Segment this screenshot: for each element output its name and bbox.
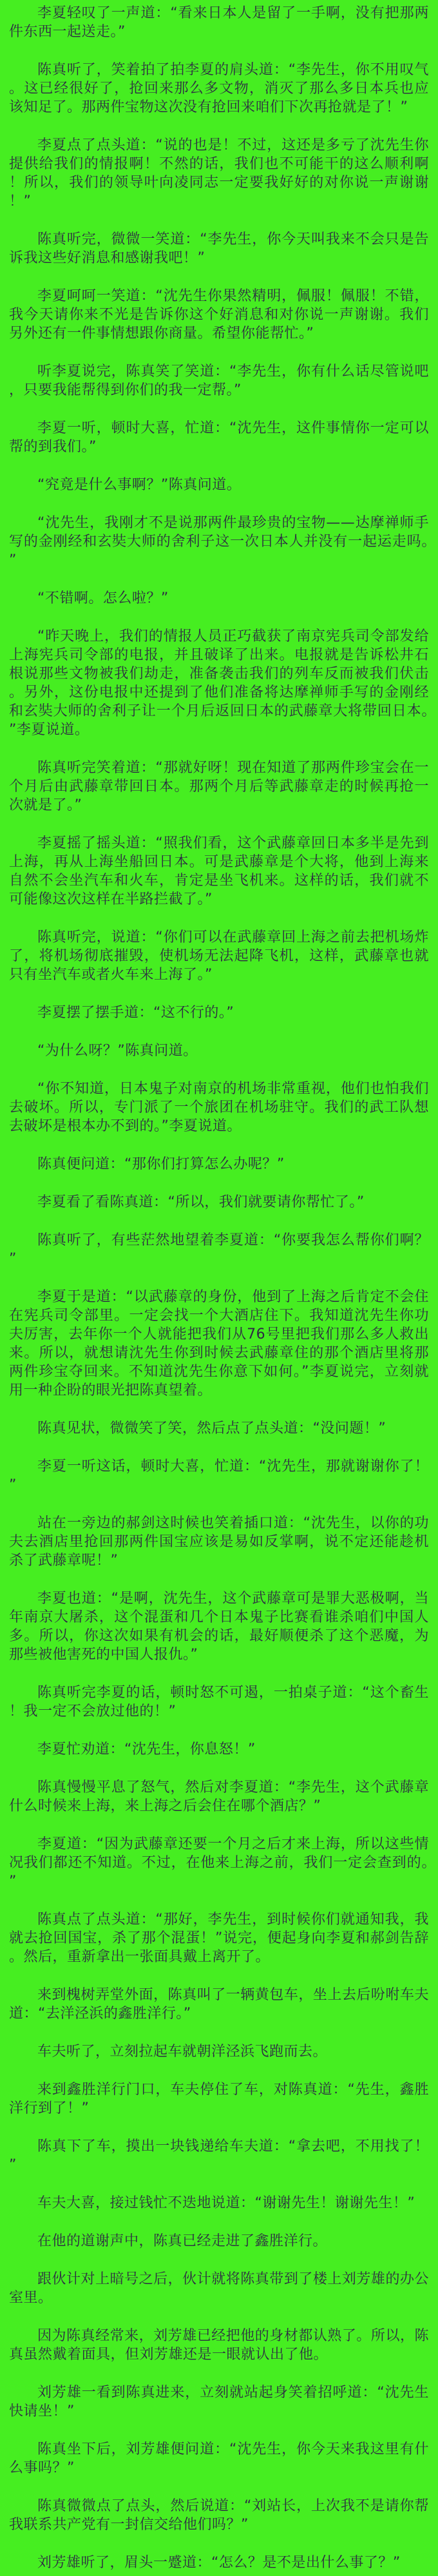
paragraph: 李夏于是道：“以武藤章的身份，他到了上海之后肯定不会住在宪兵司令部里。一定会找一个大酒店住下。我知道沈先生你功夫厉害，去年你一个人就能把我们从76号里把我们那么多人救出来。所以，就想请沈先生你到时候去武藤章住的那个酒店里将那两件珍宝夺回来。不知道沈先生你意下如何。”李夏说完，立刻就用一种企盼的眼光把陈真望着。 bbox=[9, 1289, 429, 1399]
paragraph: 陈真下了车，摸出一块钱递给车夫道：“拿去吧，不用找了！” bbox=[9, 2138, 429, 2173]
paragraph: 李夏道：“因为武藤章还要一个月之后才来上海，所以这些情况我们都还不知道。不过，在他来上海之前，我们一定会查到的。” bbox=[9, 1836, 429, 1890]
paragraph: 陈真听完笑着道：“那就好呀！现在知道了那两件珍宝会在一个月后由武藤章带回日本。那两个月后等武藤章走的时候再抢一次就是了。” bbox=[9, 760, 429, 813]
paragraph: 陈真听完李夏的话，顿时怒不可遏，一拍桌子道：“这个畜生！我一定不会放过他的！” bbox=[9, 1685, 429, 1719]
paragraph: “不错啊。怎么啦？” bbox=[37, 590, 169, 606]
paragraph: 陈真听了，有些茫然地望着李夏道：“你要我怎么帮你们啊？” bbox=[9, 1232, 429, 1267]
paragraph: “究竟是什么事啊？”陈真问道。 bbox=[37, 477, 242, 493]
paragraph: 因为陈真经常来，刘芳雄已经把他的身材都认熟了。所以，陈真虽然戴着面具，但刘芳雄还是一眼就认出了他。 bbox=[9, 2328, 429, 2363]
paragraph: 车夫大喜，接过钱忙不迭地说道：“谢谢先生！谢谢先生！” bbox=[37, 2195, 415, 2211]
paragraph: 在他的道谢声中，陈真已经走进了鑫胜洋行。 bbox=[37, 2233, 328, 2249]
paragraph: 刘芳雄一看到陈真进来，立刻就站起身笑着招呼道：“沈先生快请坐！” bbox=[9, 2385, 429, 2419]
paragraph: 陈真听了，笑着拍了拍李夏的肩头道：“李先生，你不用叹气。这已经很好了，抢回来那么多文物，消灭了那么多日本兵也应该知足了。那两件宝物这次没有抢回来咱们下次再抢就是了！” bbox=[9, 62, 429, 115]
paragraph: 陈真见状，微微笑了笑，然后点了点头道：“没问题！” bbox=[37, 1420, 386, 1437]
paragraph: 陈真点了点头道：“那好，李先生，到时候你们就通知我，我就去抢回国宝，杀了那个混蛋！”说完，便起身向李夏和郝剑告辞。然后，重新拿出一张面具戴上离开了。 bbox=[9, 1912, 429, 1965]
paragraph: 站在一旁边的郝剑这时候也笑着插口道：“沈先生，以你的功夫去酒店里抢回那两件国宝应该是易如反掌啊，说不定还能趁机杀了武藤章呢！” bbox=[9, 1515, 429, 1569]
paragraph: 陈真微微点了点头，然后说道：“刘站长，上次我不是请你帮我联系共产党有一封信交给他们吗？” bbox=[9, 2498, 429, 2533]
paragraph: 跟伙计对上暗号之后，伙计就将陈真带到了楼上刘芳雄的办公室里。 bbox=[9, 2271, 429, 2306]
paragraph: 李夏摇了摇头道：“照我们看，这个武藤章回日本多半是先到上海，再从上海坐船回日本。可是武藤章是个大将，他到上海来自然不会坐汽车和火车，肯定是坐飞机来。这样的话，我们就不可能像这次这样在半路拦截了。” bbox=[9, 835, 429, 907]
paragraph: 陈真听完，微微一笑道：“李先生，你今天叫我来不会只是告诉我这些好消息和感谢我吧！” bbox=[9, 231, 429, 266]
paragraph: 陈真便问道：“那你们打算怎么办呢？” bbox=[37, 1156, 285, 1172]
paragraph: “昨天晚上，我们的情报人员正巧截获了南京宪兵司令部发给上海宪兵司令部的电报，并且破译了出来。电报就是告诉松井石根说那些文物被我们劫走，准备袭击我们的列车反而被我们伏击。另外，这份电报中还提到了他们准备将达摩禅师手写的金刚经和玄奘大师的舍利子让一个月后返回日本的武藤章大将带回日本。”李夏说道。 bbox=[9, 628, 429, 738]
paragraph: 陈真慢慢平息了怒气，然后对李夏道：“李先生，这个武藤章什么时候来上海，来上海之后会住在哪个酒店？” bbox=[9, 1779, 429, 1814]
paragraph: 李夏一听，顿时大喜，忙道：“沈先生，这件事情你一定可以帮的到我们。” bbox=[9, 420, 429, 455]
paragraph: 李夏也道：“是啊，沈先生，这个武藤章可是罪大恶极啊，当年南京大屠杀，这个混蛋和几个日本鬼子比赛看谁杀咱们中国人多。所以，你这次如果有机会的话，最好顺便杀了这个恶魔，为那些被他害死的中国人报仇。” bbox=[9, 1591, 429, 1663]
paragraph: 李夏呵呵一笑道：“沈先生你果然精明，佩服！佩服！不错，我今天请你来不光是告诉你这个好消息和对你说一声谢谢。我们另外还有一件事情想跟你商量。希望你能帮忙。” bbox=[9, 288, 429, 342]
paragraph: 李夏忙劝道：“沈先生，你息怒！” bbox=[37, 1741, 256, 1758]
paragraph: “你不知道，日本鬼子对南京的机场非常重视，他们也怕我们去破坏。所以，专门派了一个旅团在机场驻守。我们的武工队想去破坏是根本办不到的。”李夏说道。 bbox=[9, 1081, 429, 1134]
paragraph: 刘芳雄听了，眉头一蹙道：“怎么？是不是出什么事了？” bbox=[37, 2555, 401, 2571]
paragraph: 来到鑫胜洋行门口，车夫停住了车，对陈真道：“先生，鑫胜洋行到了！” bbox=[9, 2082, 429, 2116]
paragraph: 陈真坐下后，刘芳雄便问道：“沈先生，你今天来我这里有什么事吗？” bbox=[9, 2441, 429, 2476]
paragraph: 李夏看了看陈真道：“所以，我们就要请你帮忙了。” bbox=[37, 1194, 365, 1210]
paragraph: 李夏摆了摆手道：“这不行的。” bbox=[37, 1005, 234, 1021]
paragraph: 来到槐树弄堂外面，陈真叫了一辆黄包车，坐上去后吩咐车夫道：“去洋泾浜的鑫胜洋行。” bbox=[9, 1987, 429, 2022]
paragraph: 听李夏说完，陈真笑了笑道：“李先生，你有什么话尽管说吧，只要我能帮得到你们的我一定帮。” bbox=[9, 363, 429, 398]
paragraph: 李夏一听这话，顿时大喜，忙道：“沈先生，那就谢谢你了！” bbox=[9, 1458, 429, 1493]
paragraph: 李夏点了点头道：“说的也是！不过，这还是多亏了沈先生你提供给我们的情报啊！不然的话，我们也不可能干的这么顺利啊！所以，我们的领导叶向凌同志一定要我好好的对你说一声谢谢！” bbox=[9, 137, 429, 209]
paragraph: “为什么呀？”陈真问道。 bbox=[37, 1043, 198, 1059]
paragraph: “沈先生，我刚才不是说那两件最珍贵的宝物——达摩禅师手写的金刚经和玄奘大师的舍利子这一次日本人并没有一起运走吗。” bbox=[9, 515, 429, 568]
paragraph: 陈真听完，说道：“你们可以在武藤章回上海之前去把机场炸了，将机场彻底摧毁，使机场无法起降飞机，这样，武藤章也就只有坐汽车或者火车来上海了。” bbox=[9, 929, 429, 983]
paragraph: 车夫听了，立刻拉起车就朝洋泾浜飞跑而去。 bbox=[37, 2044, 328, 2060]
paragraph: 李夏轻叹了一声道：“看来日本人是留了一手啊，没有把那两件东西一起送走。” bbox=[9, 5, 429, 40]
